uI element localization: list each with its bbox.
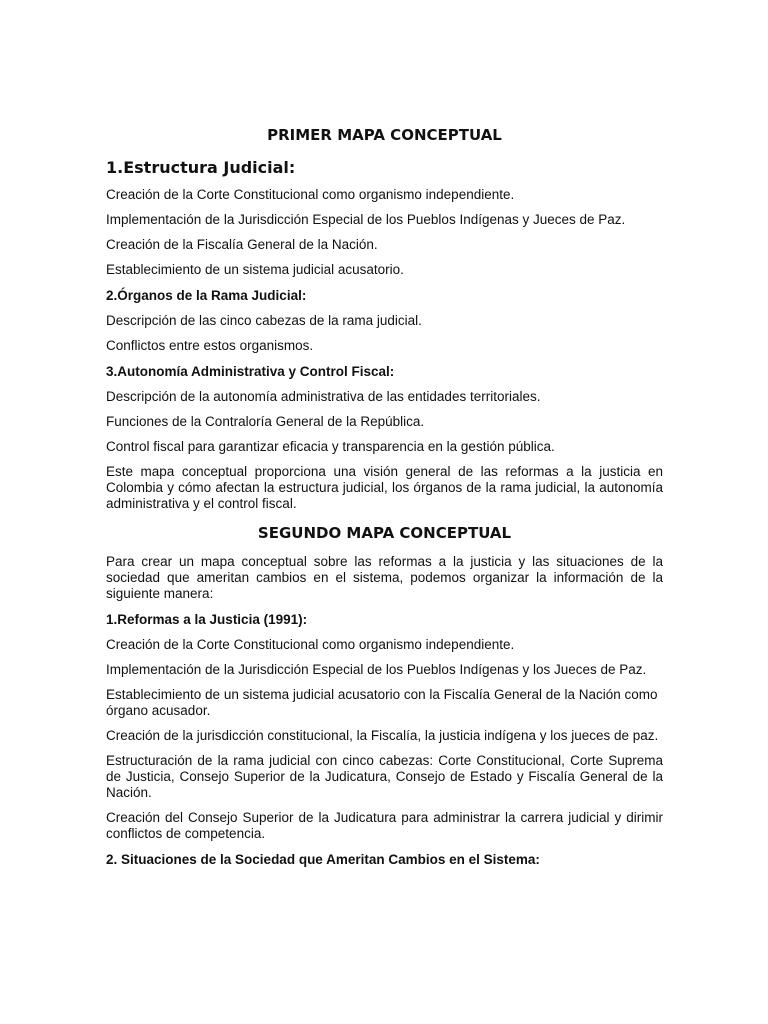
s1-item: Creación de la Corte Constitucional como organismo independiente. bbox=[106, 187, 515, 202]
section1-title: PRIMER MAPA CONCEPTUAL bbox=[267, 126, 502, 144]
s1-heading-1: 1.Estructura Judicial: bbox=[106, 158, 296, 177]
s1-item: Descripción de las cinco cabezas de la rama judicial. bbox=[106, 313, 422, 328]
s1-item: Establecimiento de un sistema judicial acusatorio. bbox=[106, 262, 404, 277]
s2-item: Establecimiento de un sistema judicial acusatorio con la Fiscalía General de la Nación como órgano acusador. bbox=[106, 687, 658, 718]
s2-item: Creación de la Corte Constitucional como organismo independiente. bbox=[106, 637, 515, 652]
s2-item: Creación del Consejo Superior de la Judicatura para administrar la carrera judicial y dirimir conflictos de competencia. bbox=[106, 810, 663, 841]
s1-heading-2: 2.Órganos de la Rama Judicial: bbox=[106, 288, 307, 303]
s1-item: Conflictos entre estos organismos. bbox=[106, 338, 314, 353]
s2-item: Estructuración de la rama judicial con cinco cabezas: Corte Constitucional, Corte Suprema de Justicia, Consejo Superior de la Judicatura, Consejo de Estado y Fiscalía General de la Nación. bbox=[106, 753, 663, 800]
s2-item: Creación de la jurisdicción constitucional, la Fiscalía, la justicia indígena y los jueces de paz. bbox=[106, 728, 659, 743]
s1-item: Descripción de la autonomía administrativa de las entidades territoriales. bbox=[106, 389, 541, 404]
s1-summary: Este mapa conceptual proporciona una visión general de las reformas a la justicia en Colombia y cómo afectan la estructura judicial, los órganos de la rama judicial, la autonomía administrativa y el control fiscal. bbox=[106, 464, 663, 511]
s1-item: Funciones de la Contraloría General de la República. bbox=[106, 414, 425, 429]
section2-title: SEGUNDO MAPA CONCEPTUAL bbox=[257, 524, 512, 542]
s2-intro: Para crear un mapa conceptual sobre las reformas a la justicia y las situaciones de la sociedad que ameritan cambios en el sistema, podemos organizar la información de la siguiente manera: bbox=[106, 554, 663, 601]
document-content bbox=[106, 126, 663, 877]
s1-heading-3: 3.Autonomía Administrativa y Control Fiscal: bbox=[106, 364, 395, 379]
s2-heading-1: 1.Reformas a la Justicia (1991): bbox=[106, 612, 308, 627]
s1-item: Control fiscal para garantizar eficacia y transparencia en la gestión pública. bbox=[106, 439, 555, 454]
s1-item: Implementación de la Jurisdicción Especial de los Pueblos Indígenas y Jueces de Paz. bbox=[106, 212, 626, 227]
s2-heading-2: 2. Situaciones de la Sociedad que Ameritan Cambios en el Sistema: bbox=[106, 852, 540, 867]
s1-item: Creación de la Fiscalía General de la Nación. bbox=[106, 237, 378, 252]
s2-item: Implementación de la Jurisdicción Especial de los Pueblos Indígenas y los Jueces de Paz. bbox=[106, 662, 647, 677]
